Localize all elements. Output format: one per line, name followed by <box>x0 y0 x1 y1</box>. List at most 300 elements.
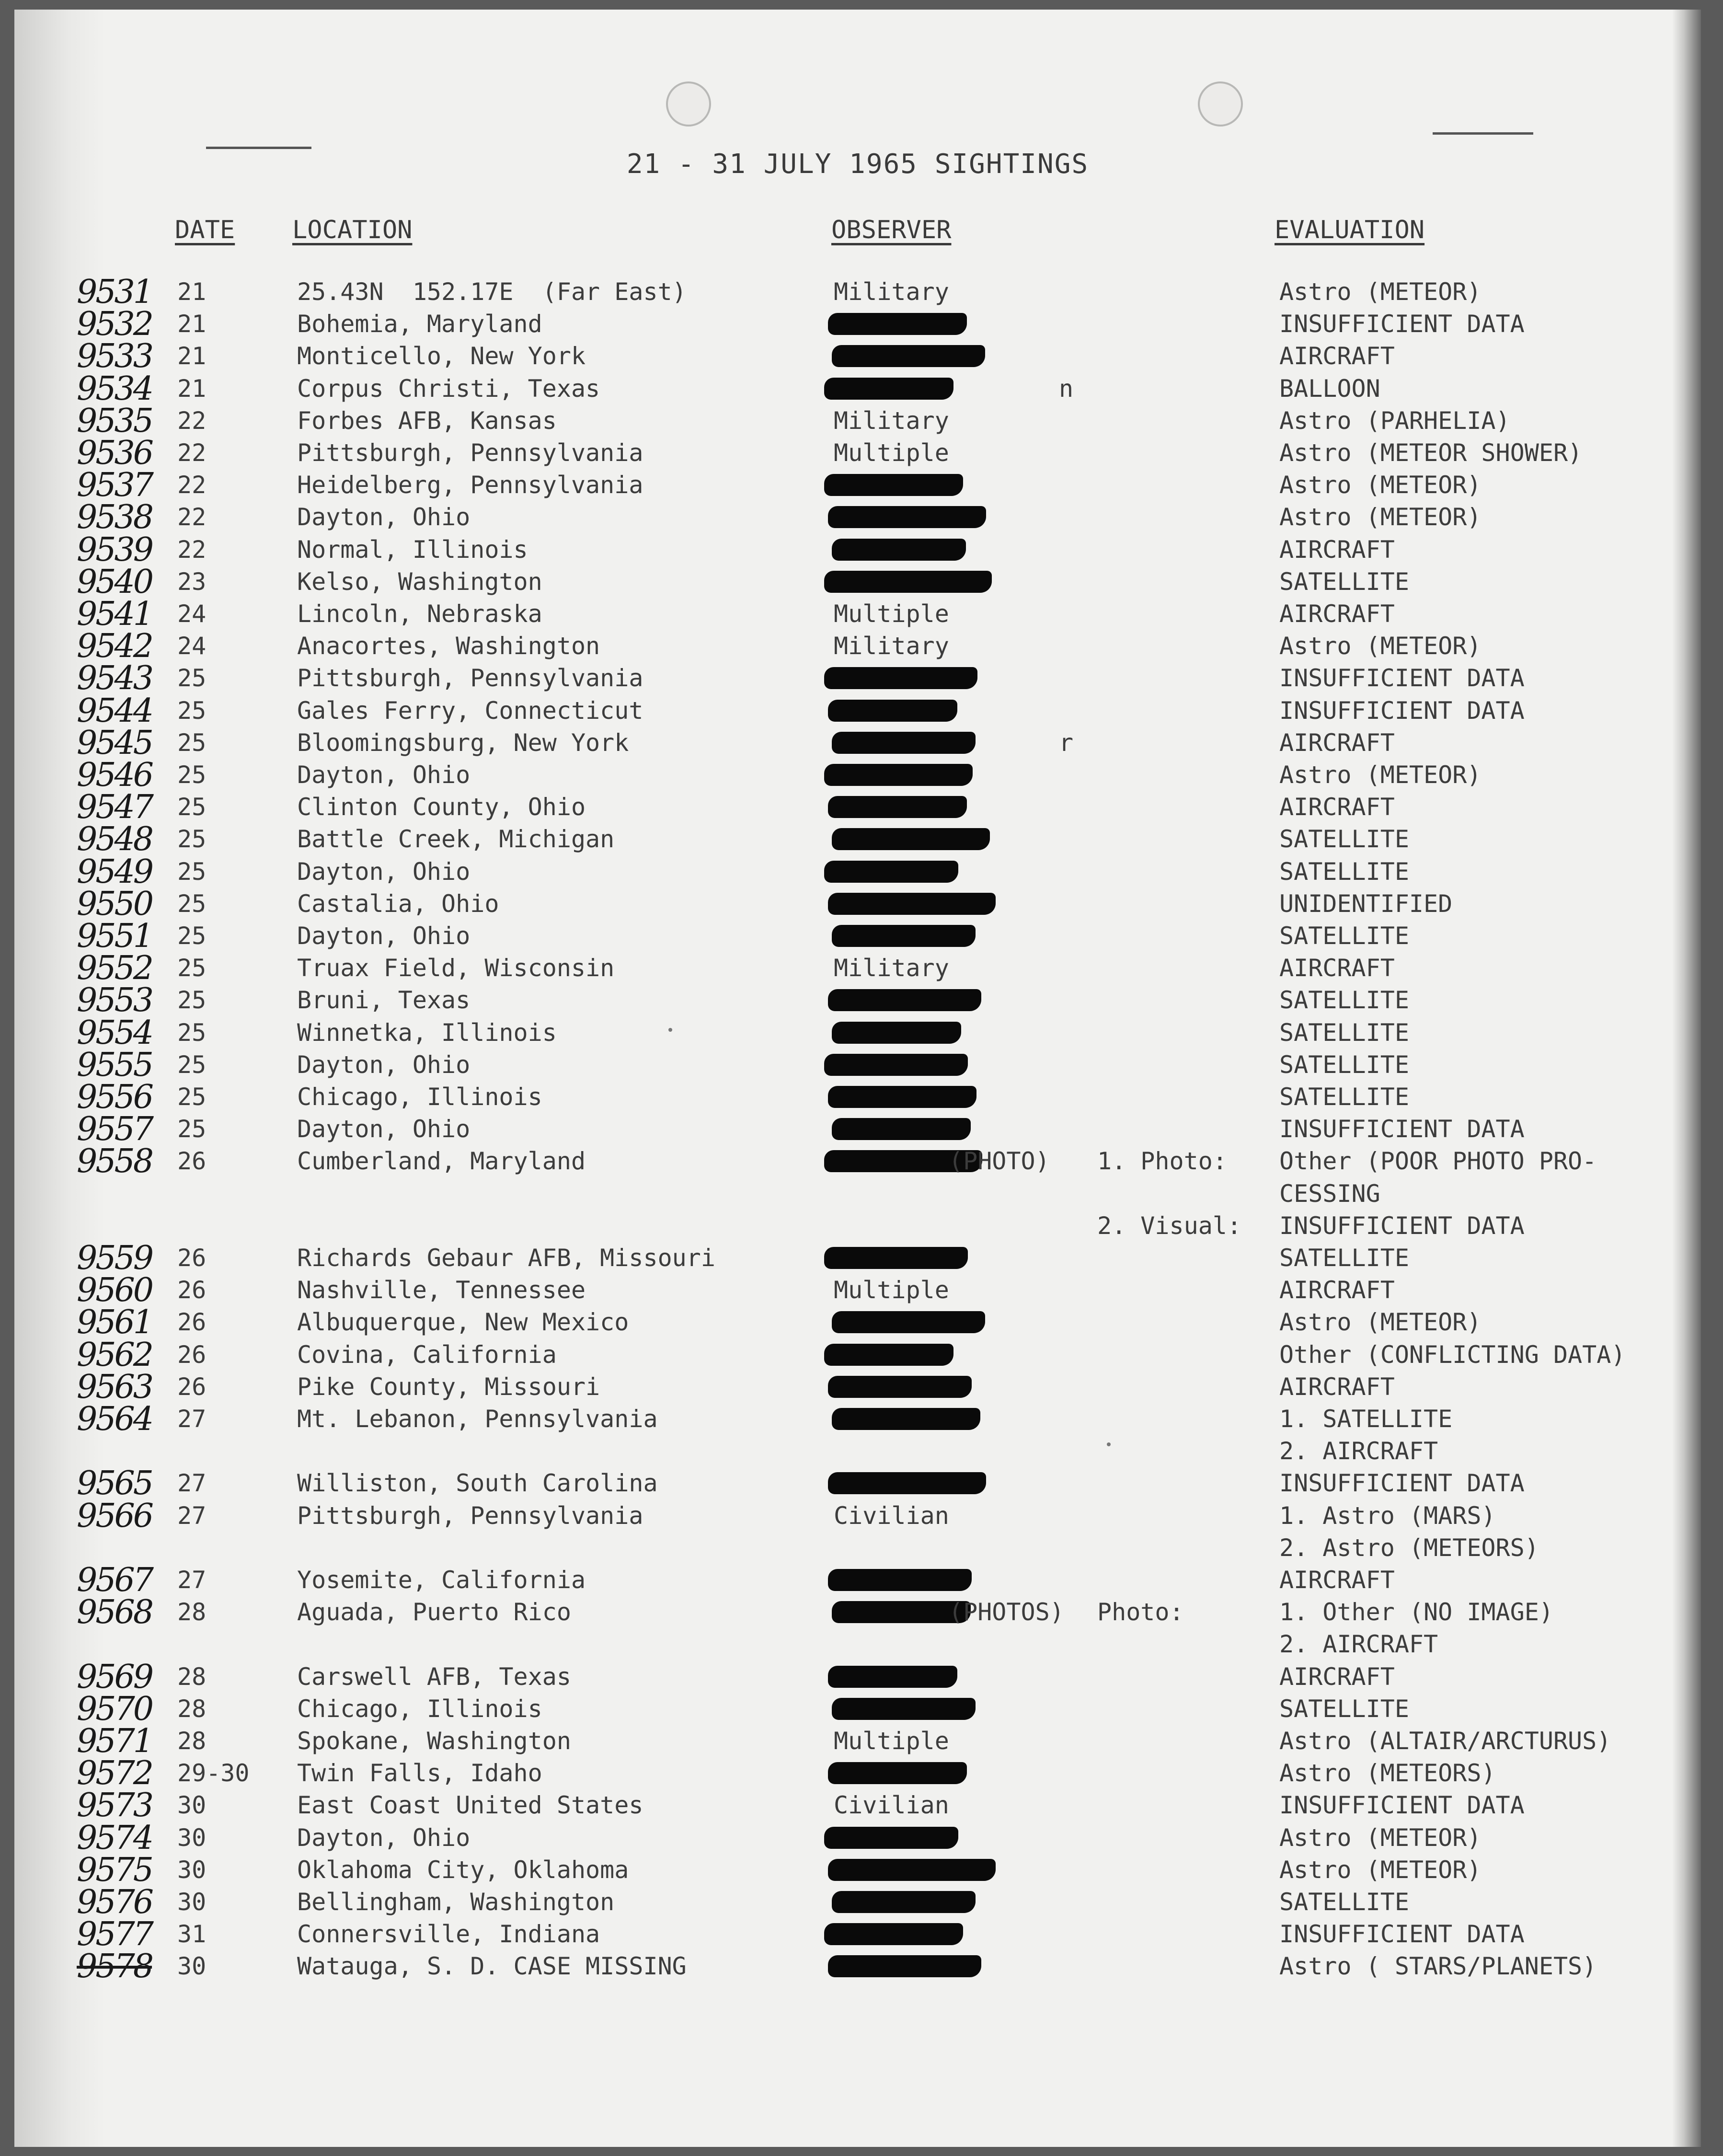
sighting-date: 25 <box>177 1083 207 1111</box>
redaction-mark <box>828 1569 972 1591</box>
sighting-location: Battle Creek, Michigan <box>297 825 615 853</box>
sighting-location: Oklahoma City, Oklahoma <box>297 1856 629 1884</box>
evaluation-label: 2. Visual: <box>1097 1212 1242 1240</box>
redaction-mark <box>824 378 953 400</box>
sighting-date: 31 <box>177 1920 207 1948</box>
sighting-location: Pittsburgh, Pennsylvania <box>297 439 643 467</box>
sighting-observer: (PHOTO) <box>949 1147 1050 1175</box>
evaluation-label: 1. Photo: <box>1097 1147 1227 1175</box>
sighting-date: 22 <box>177 471 207 499</box>
stray-mark <box>668 1028 672 1032</box>
case-number: 9575 <box>77 1851 152 1889</box>
table-row <box>14 1915 1701 1953</box>
case-number: 9536 <box>77 434 152 472</box>
table-row <box>14 370 1701 408</box>
sighting-date: 22 <box>177 407 207 435</box>
sighting-evaluation: AIRCRAFT <box>1279 1566 1395 1594</box>
sighting-location: Dayton, Ohio <box>297 1051 471 1079</box>
sighting-date: 25 <box>177 858 207 886</box>
sighting-evaluation: SATELLITE <box>1279 1083 1409 1111</box>
sighting-location: Pittsburgh, Pennsylvania <box>297 664 643 692</box>
sighting-date: 22 <box>177 536 207 564</box>
sighting-evaluation: SATELLITE <box>1279 986 1409 1014</box>
sighting-location: Albuquerque, New Mexico <box>297 1308 629 1336</box>
table-row <box>14 1336 1701 1374</box>
sighting-location: Bruni, Texas <box>297 986 471 1014</box>
table-row <box>14 756 1701 794</box>
header-location: LOCATION <box>292 216 413 244</box>
case-number: 9561 <box>77 1303 152 1341</box>
table-row <box>14 1271 1701 1309</box>
table-row <box>14 1628 1701 1660</box>
case-number: 9565 <box>77 1464 152 1502</box>
sighting-evaluation: Astro (METEOR) <box>1279 503 1482 531</box>
redaction-mark <box>828 313 967 335</box>
sighting-evaluation: AIRCRAFT <box>1279 1663 1395 1691</box>
redaction-mark <box>828 1955 981 1977</box>
redaction-mark <box>824 1923 963 1945</box>
case-number: 9549 <box>77 853 152 891</box>
redaction-mark <box>824 1827 958 1849</box>
sighting-date: 30 <box>177 1856 207 1884</box>
table-row <box>14 305 1701 343</box>
case-number: 9564 <box>77 1400 152 1438</box>
sighting-evaluation: Astro (METEOR) <box>1279 1824 1482 1852</box>
sighting-evaluation: 2. AIRCRAFT <box>1279 1630 1438 1658</box>
punch-hole-right <box>1198 81 1243 127</box>
sighting-date: 24 <box>177 632 207 660</box>
case-number: 9553 <box>77 981 152 1019</box>
sighting-evaluation: Astro (METEORS) <box>1279 1759 1496 1787</box>
table-row <box>14 1368 1701 1406</box>
table-row <box>14 981 1701 1019</box>
case-number: 9574 <box>77 1819 152 1857</box>
table-row <box>14 434 1701 472</box>
sighting-observer: Military <box>834 954 949 982</box>
case-number: 9552 <box>77 949 152 987</box>
case-number: 9546 <box>77 756 152 794</box>
sighting-location: Corpus Christi, Texas <box>297 375 600 403</box>
case-number: 9559 <box>77 1239 152 1277</box>
sighting-evaluation: Astro (METEOR) <box>1279 278 1482 306</box>
case-number: 9547 <box>77 788 152 826</box>
sighting-observer: Multiple <box>834 439 949 467</box>
sighting-location: Dayton, Ohio <box>297 922 471 950</box>
rule-mark-right <box>1433 132 1533 135</box>
sighting-observer: Civilian <box>834 1502 949 1530</box>
case-number: 9572 <box>77 1754 152 1792</box>
sighting-observer: r <box>1059 729 1074 757</box>
sighting-date: 25 <box>177 1019 207 1047</box>
sighting-observer: Multiple <box>834 1276 949 1304</box>
table-row <box>14 1789 1701 1822</box>
table-row <box>14 1658 1701 1696</box>
sighting-date: 25 <box>177 1115 207 1143</box>
redaction-mark <box>828 1762 967 1784</box>
table-row <box>14 820 1701 858</box>
case-number: 9540 <box>77 563 152 601</box>
table-row <box>14 853 1701 891</box>
case-number: 9577 <box>77 1915 152 1953</box>
table-row <box>14 627 1701 665</box>
case-number: 9532 <box>77 305 152 343</box>
sighting-location: Monticello, New York <box>297 342 586 370</box>
sighting-date: 25 <box>177 986 207 1014</box>
sighting-date: 22 <box>177 503 207 531</box>
case-number: 9570 <box>77 1690 152 1728</box>
sighting-location: East Coast United States <box>297 1791 643 1819</box>
sighting-evaluation: 2. AIRCRAFT <box>1279 1437 1438 1465</box>
sighting-date: 27 <box>177 1566 207 1594</box>
sighting-location: Dayton, Ohio <box>297 858 471 886</box>
redaction-mark <box>832 828 990 850</box>
sighting-evaluation: INSUFFICIENT DATA <box>1279 310 1525 338</box>
sighting-observer: n <box>1059 375 1074 403</box>
table-row <box>14 1722 1701 1760</box>
table-row <box>14 1142 1701 1180</box>
sighting-location: Mt. Lebanon, Pennsylvania <box>297 1405 658 1433</box>
sighting-location: Clinton County, Ohio <box>297 793 586 821</box>
case-number: 9573 <box>77 1787 152 1824</box>
case-number: 9543 <box>77 659 152 697</box>
sighting-evaluation: 1. Astro (MARS) <box>1279 1502 1496 1530</box>
sighting-evaluation: CESSING <box>1279 1180 1380 1208</box>
redaction-mark <box>832 1408 980 1430</box>
table-row <box>14 1178 1701 1210</box>
redaction-mark <box>832 732 976 754</box>
sighting-evaluation: INSUFFICIENT DATA <box>1279 1920 1525 1948</box>
redaction-mark <box>824 1247 968 1269</box>
sighting-date: 25 <box>177 922 207 950</box>
redaction-mark <box>832 1118 971 1140</box>
sighting-evaluation: INSUFFICIENT DATA <box>1279 1212 1525 1240</box>
case-number: 9566 <box>77 1497 152 1535</box>
sighting-location: Williston, South Carolina <box>297 1469 658 1497</box>
sighting-date: 28 <box>177 1598 207 1626</box>
case-number: 9544 <box>77 692 152 730</box>
table-row <box>14 1690 1701 1728</box>
redaction-mark <box>832 1311 985 1333</box>
table-row <box>14 273 1701 311</box>
sighting-location: Kelso, Washington <box>297 568 542 596</box>
redaction-mark <box>832 925 976 947</box>
redaction-mark <box>828 506 986 528</box>
sighting-location: Dayton, Ohio <box>297 503 471 531</box>
sighting-evaluation: Astro (METEOR) <box>1279 761 1482 789</box>
sighting-evaluation: AIRCRAFT <box>1279 1373 1395 1401</box>
case-number: 9550 <box>77 885 152 923</box>
sighting-date: 25 <box>177 729 207 757</box>
sighting-location: Chicago, Illinois <box>297 1695 542 1723</box>
redaction-mark <box>828 989 981 1011</box>
sighting-date: 22 <box>177 439 207 467</box>
sighting-evaluation: SATELLITE <box>1279 922 1409 950</box>
table-row <box>14 466 1701 504</box>
redaction-mark <box>824 861 958 883</box>
table-row <box>14 595 1701 633</box>
sighting-date: 27 <box>177 1469 207 1497</box>
sighting-date: 23 <box>177 568 207 596</box>
table-row <box>14 1819 1701 1857</box>
case-number: 9578 <box>77 1948 152 1985</box>
redaction-mark <box>824 667 977 689</box>
sighting-location: Chicago, Illinois <box>297 1083 542 1111</box>
table-row <box>14 788 1701 826</box>
sighting-date: 25 <box>177 954 207 982</box>
table-row <box>14 1754 1701 1792</box>
sighting-date: 26 <box>177 1276 207 1304</box>
table-row <box>14 949 1701 987</box>
redaction-mark <box>828 1666 957 1688</box>
sighting-date: 21 <box>177 342 207 370</box>
redaction-mark <box>828 1086 976 1108</box>
table-row <box>14 563 1701 601</box>
table-row <box>14 1303 1701 1341</box>
sighting-evaluation: SATELLITE <box>1279 1019 1409 1047</box>
table-row <box>14 1532 1701 1564</box>
punch-hole-left <box>666 81 711 127</box>
redaction-mark <box>824 571 992 593</box>
redaction-mark <box>824 474 963 496</box>
sighting-date: 28 <box>177 1695 207 1723</box>
sighting-evaluation: 2. Astro (METEORS) <box>1279 1534 1539 1562</box>
sighting-date: 25 <box>177 825 207 853</box>
sighting-evaluation: AIRCRAFT <box>1279 954 1395 982</box>
table-row <box>14 659 1701 697</box>
redaction-mark <box>824 1344 953 1366</box>
case-number: 9562 <box>77 1336 152 1374</box>
case-number: 9560 <box>77 1271 152 1309</box>
sighting-date: 27 <box>177 1502 207 1530</box>
sighting-location: 25.43N 152.17E (Far East) <box>297 278 687 306</box>
sighting-location: Nashville, Tennessee <box>297 1276 586 1304</box>
case-number: 9569 <box>77 1658 152 1696</box>
table-row <box>14 1239 1701 1277</box>
sighting-location: Richards Gebaur AFB, Missouri <box>297 1244 715 1272</box>
sighting-evaluation: INSUFFICIENT DATA <box>1279 1791 1525 1819</box>
case-number: 9533 <box>77 337 152 375</box>
sighting-date: 30 <box>177 1824 207 1852</box>
redaction-mark <box>832 1022 961 1044</box>
sighting-date: 25 <box>177 664 207 692</box>
sighting-evaluation: AIRCRAFT <box>1279 342 1395 370</box>
sighting-location: Spokane, Washington <box>297 1727 571 1755</box>
case-number: 9563 <box>77 1368 152 1406</box>
sighting-date: 26 <box>177 1308 207 1336</box>
case-number: 9535 <box>77 402 152 440</box>
case-number: 9555 <box>77 1046 152 1084</box>
sighting-evaluation: SATELLITE <box>1279 858 1409 886</box>
sighting-observer: Military <box>834 407 949 435</box>
table-row <box>14 1435 1701 1467</box>
case-number: 9537 <box>77 466 152 504</box>
header-date: DATE <box>175 216 235 244</box>
sighting-date: 25 <box>177 1051 207 1079</box>
sighting-evaluation: Other (POOR PHOTO PRO- <box>1279 1147 1597 1175</box>
sighting-date: 25 <box>177 761 207 789</box>
sighting-evaluation: SATELLITE <box>1279 568 1409 596</box>
sighting-evaluation: INSUFFICIENT DATA <box>1279 1115 1525 1143</box>
case-number: 9554 <box>77 1014 152 1052</box>
case-number: 9576 <box>77 1883 152 1921</box>
case-number: 9542 <box>77 627 152 665</box>
sighting-date: 21 <box>177 278 207 306</box>
sighting-evaluation: SATELLITE <box>1279 1051 1409 1079</box>
sighting-date: 28 <box>177 1727 207 1755</box>
sighting-evaluation: SATELLITE <box>1279 1888 1409 1916</box>
sighting-evaluation: INSUFFICIENT DATA <box>1279 664 1525 692</box>
case-number: 9541 <box>77 595 152 633</box>
table-row <box>14 917 1701 955</box>
sighting-location: Forbes AFB, Kansas <box>297 407 557 435</box>
table-row <box>14 498 1701 536</box>
sighting-evaluation: UNIDENTIFIED <box>1279 890 1453 918</box>
header-evaluation: EVALUATION <box>1275 216 1425 244</box>
redaction-mark <box>824 1054 968 1076</box>
sighting-date: 26 <box>177 1244 207 1272</box>
redaction-mark <box>828 1859 996 1881</box>
table-row <box>14 1400 1701 1438</box>
sighting-date: 27 <box>177 1405 207 1433</box>
sighting-observer: Multiple <box>834 1727 949 1755</box>
table-row <box>14 692 1701 730</box>
case-number: 9538 <box>77 498 152 536</box>
sighting-date: 25 <box>177 697 207 725</box>
sighting-evaluation: INSUFFICIENT DATA <box>1279 697 1525 725</box>
document-page <box>14 10 1701 2147</box>
table-row <box>14 1883 1701 1921</box>
sighting-location: Winnetka, Illinois <box>297 1019 557 1047</box>
case-number: 9571 <box>77 1722 152 1760</box>
page-title: 21 - 31 JULY 1965 SIGHTINGS <box>626 149 1089 180</box>
sighting-evaluation: Astro (PARHELIA) <box>1279 407 1510 435</box>
redaction-mark <box>832 345 985 367</box>
sighting-evaluation: Astro (METEOR) <box>1279 471 1482 499</box>
table-row <box>14 402 1701 440</box>
sighting-location: Anacortes, Washington <box>297 632 600 660</box>
sighting-evaluation: AIRCRAFT <box>1279 729 1395 757</box>
stray-mark <box>1107 1442 1111 1446</box>
sighting-location: Dayton, Ohio <box>297 1824 471 1852</box>
case-number: 9558 <box>77 1142 152 1180</box>
sighting-date: 29-30 <box>177 1759 250 1787</box>
sighting-location: Lincoln, Nebraska <box>297 600 542 628</box>
sighting-evaluation: SATELLITE <box>1279 1244 1409 1272</box>
sighting-observer: (PHOTOS) <box>949 1598 1064 1626</box>
sighting-location: Watauga, S. D. CASE MISSING <box>297 1952 687 1980</box>
sighting-location: Covina, California <box>297 1341 557 1369</box>
sighting-evaluation: Astro ( STARS/PLANETS) <box>1279 1952 1597 1980</box>
sighting-location: Cumberland, Maryland <box>297 1147 586 1175</box>
sighting-evaluation: BALLOON <box>1279 375 1380 403</box>
sighting-date: 30 <box>177 1888 207 1916</box>
sighting-location: Bellingham, Washington <box>297 1888 615 1916</box>
sighting-evaluation: Astro (METEOR) <box>1279 1308 1482 1336</box>
case-number: 9556 <box>77 1078 152 1116</box>
redaction-mark <box>828 700 957 722</box>
sighting-location: Pike County, Missouri <box>297 1373 600 1401</box>
table-row <box>14 1110 1701 1148</box>
sighting-date: 30 <box>177 1952 207 1980</box>
table-row <box>14 1561 1701 1599</box>
case-number: 9548 <box>77 820 152 858</box>
table-row <box>14 1210 1701 1242</box>
case-number: 9534 <box>77 370 152 408</box>
sighting-date: 21 <box>177 375 207 403</box>
sighting-date: 26 <box>177 1341 207 1369</box>
sighting-location: Pittsburgh, Pennsylvania <box>297 1502 643 1530</box>
sighting-observer: Military <box>834 278 949 306</box>
case-number: 9545 <box>77 724 152 762</box>
evaluation-label: Photo: <box>1097 1598 1184 1626</box>
sighting-date: 30 <box>177 1791 207 1819</box>
sighting-date: 24 <box>177 600 207 628</box>
sighting-date: 21 <box>177 310 207 338</box>
sighting-observer: Civilian <box>834 1791 949 1819</box>
sighting-date: 28 <box>177 1663 207 1691</box>
sighting-location: Bohemia, Maryland <box>297 310 542 338</box>
table-row <box>14 1950 1701 1983</box>
sighting-evaluation: Astro (METEOR) <box>1279 632 1482 660</box>
sighting-location: Aguada, Puerto Rico <box>297 1598 571 1626</box>
table-row <box>14 1497 1701 1535</box>
redaction-mark <box>828 796 967 818</box>
redaction-mark <box>828 1376 972 1398</box>
table-row <box>14 1014 1701 1052</box>
header-observer: OBSERVER <box>831 216 952 244</box>
sighting-date: 25 <box>177 890 207 918</box>
sighting-evaluation: AIRCRAFT <box>1279 536 1395 564</box>
sighting-observer: Multiple <box>834 600 949 628</box>
sighting-evaluation: AIRCRAFT <box>1279 1276 1395 1304</box>
sighting-evaluation: Other (CONFLICTING DATA) <box>1279 1341 1626 1369</box>
sighting-evaluation: Astro (ALTAIR/ARCTURUS) <box>1279 1727 1611 1755</box>
sighting-evaluation: 1. Other (NO IMAGE) <box>1279 1598 1553 1626</box>
sighting-date: 25 <box>177 793 207 821</box>
sighting-location: Truax Field, Wisconsin <box>297 954 615 982</box>
case-number: 9539 <box>77 531 152 569</box>
case-number: 9568 <box>77 1593 152 1631</box>
sighting-observer: Military <box>834 632 949 660</box>
sighting-date: 26 <box>177 1373 207 1401</box>
sighting-location: Connersville, Indiana <box>297 1920 600 1948</box>
table-row <box>14 1046 1701 1084</box>
sighting-evaluation: INSUFFICIENT DATA <box>1279 1469 1525 1497</box>
sighting-location: Normal, Illinois <box>297 536 528 564</box>
case-number: 9557 <box>77 1110 152 1148</box>
case-number: 9531 <box>77 273 152 311</box>
sighting-location: Gales Ferry, Connecticut <box>297 697 643 725</box>
sighting-evaluation: 1. SATELLITE <box>1279 1405 1453 1433</box>
sighting-location: Heidelberg, Pennsylvania <box>297 471 643 499</box>
table-row <box>14 1464 1701 1502</box>
redaction-mark <box>828 1472 986 1494</box>
redaction-mark <box>824 764 973 786</box>
redaction-mark <box>832 1698 976 1720</box>
redaction-mark <box>832 539 966 561</box>
redaction-mark <box>832 1891 976 1913</box>
sighting-evaluation: AIRCRAFT <box>1279 793 1395 821</box>
case-number: 9551 <box>77 917 152 955</box>
sighting-evaluation: AIRCRAFT <box>1279 600 1395 628</box>
sighting-location: Dayton, Ohio <box>297 761 471 789</box>
sighting-evaluation: Astro (METEOR SHOWER) <box>1279 439 1583 467</box>
table-row <box>14 1851 1701 1889</box>
sighting-location: Castalia, Ohio <box>297 890 499 918</box>
sighting-location: Yosemite, California <box>297 1566 586 1594</box>
table-row <box>14 531 1701 569</box>
table-row <box>14 885 1701 923</box>
